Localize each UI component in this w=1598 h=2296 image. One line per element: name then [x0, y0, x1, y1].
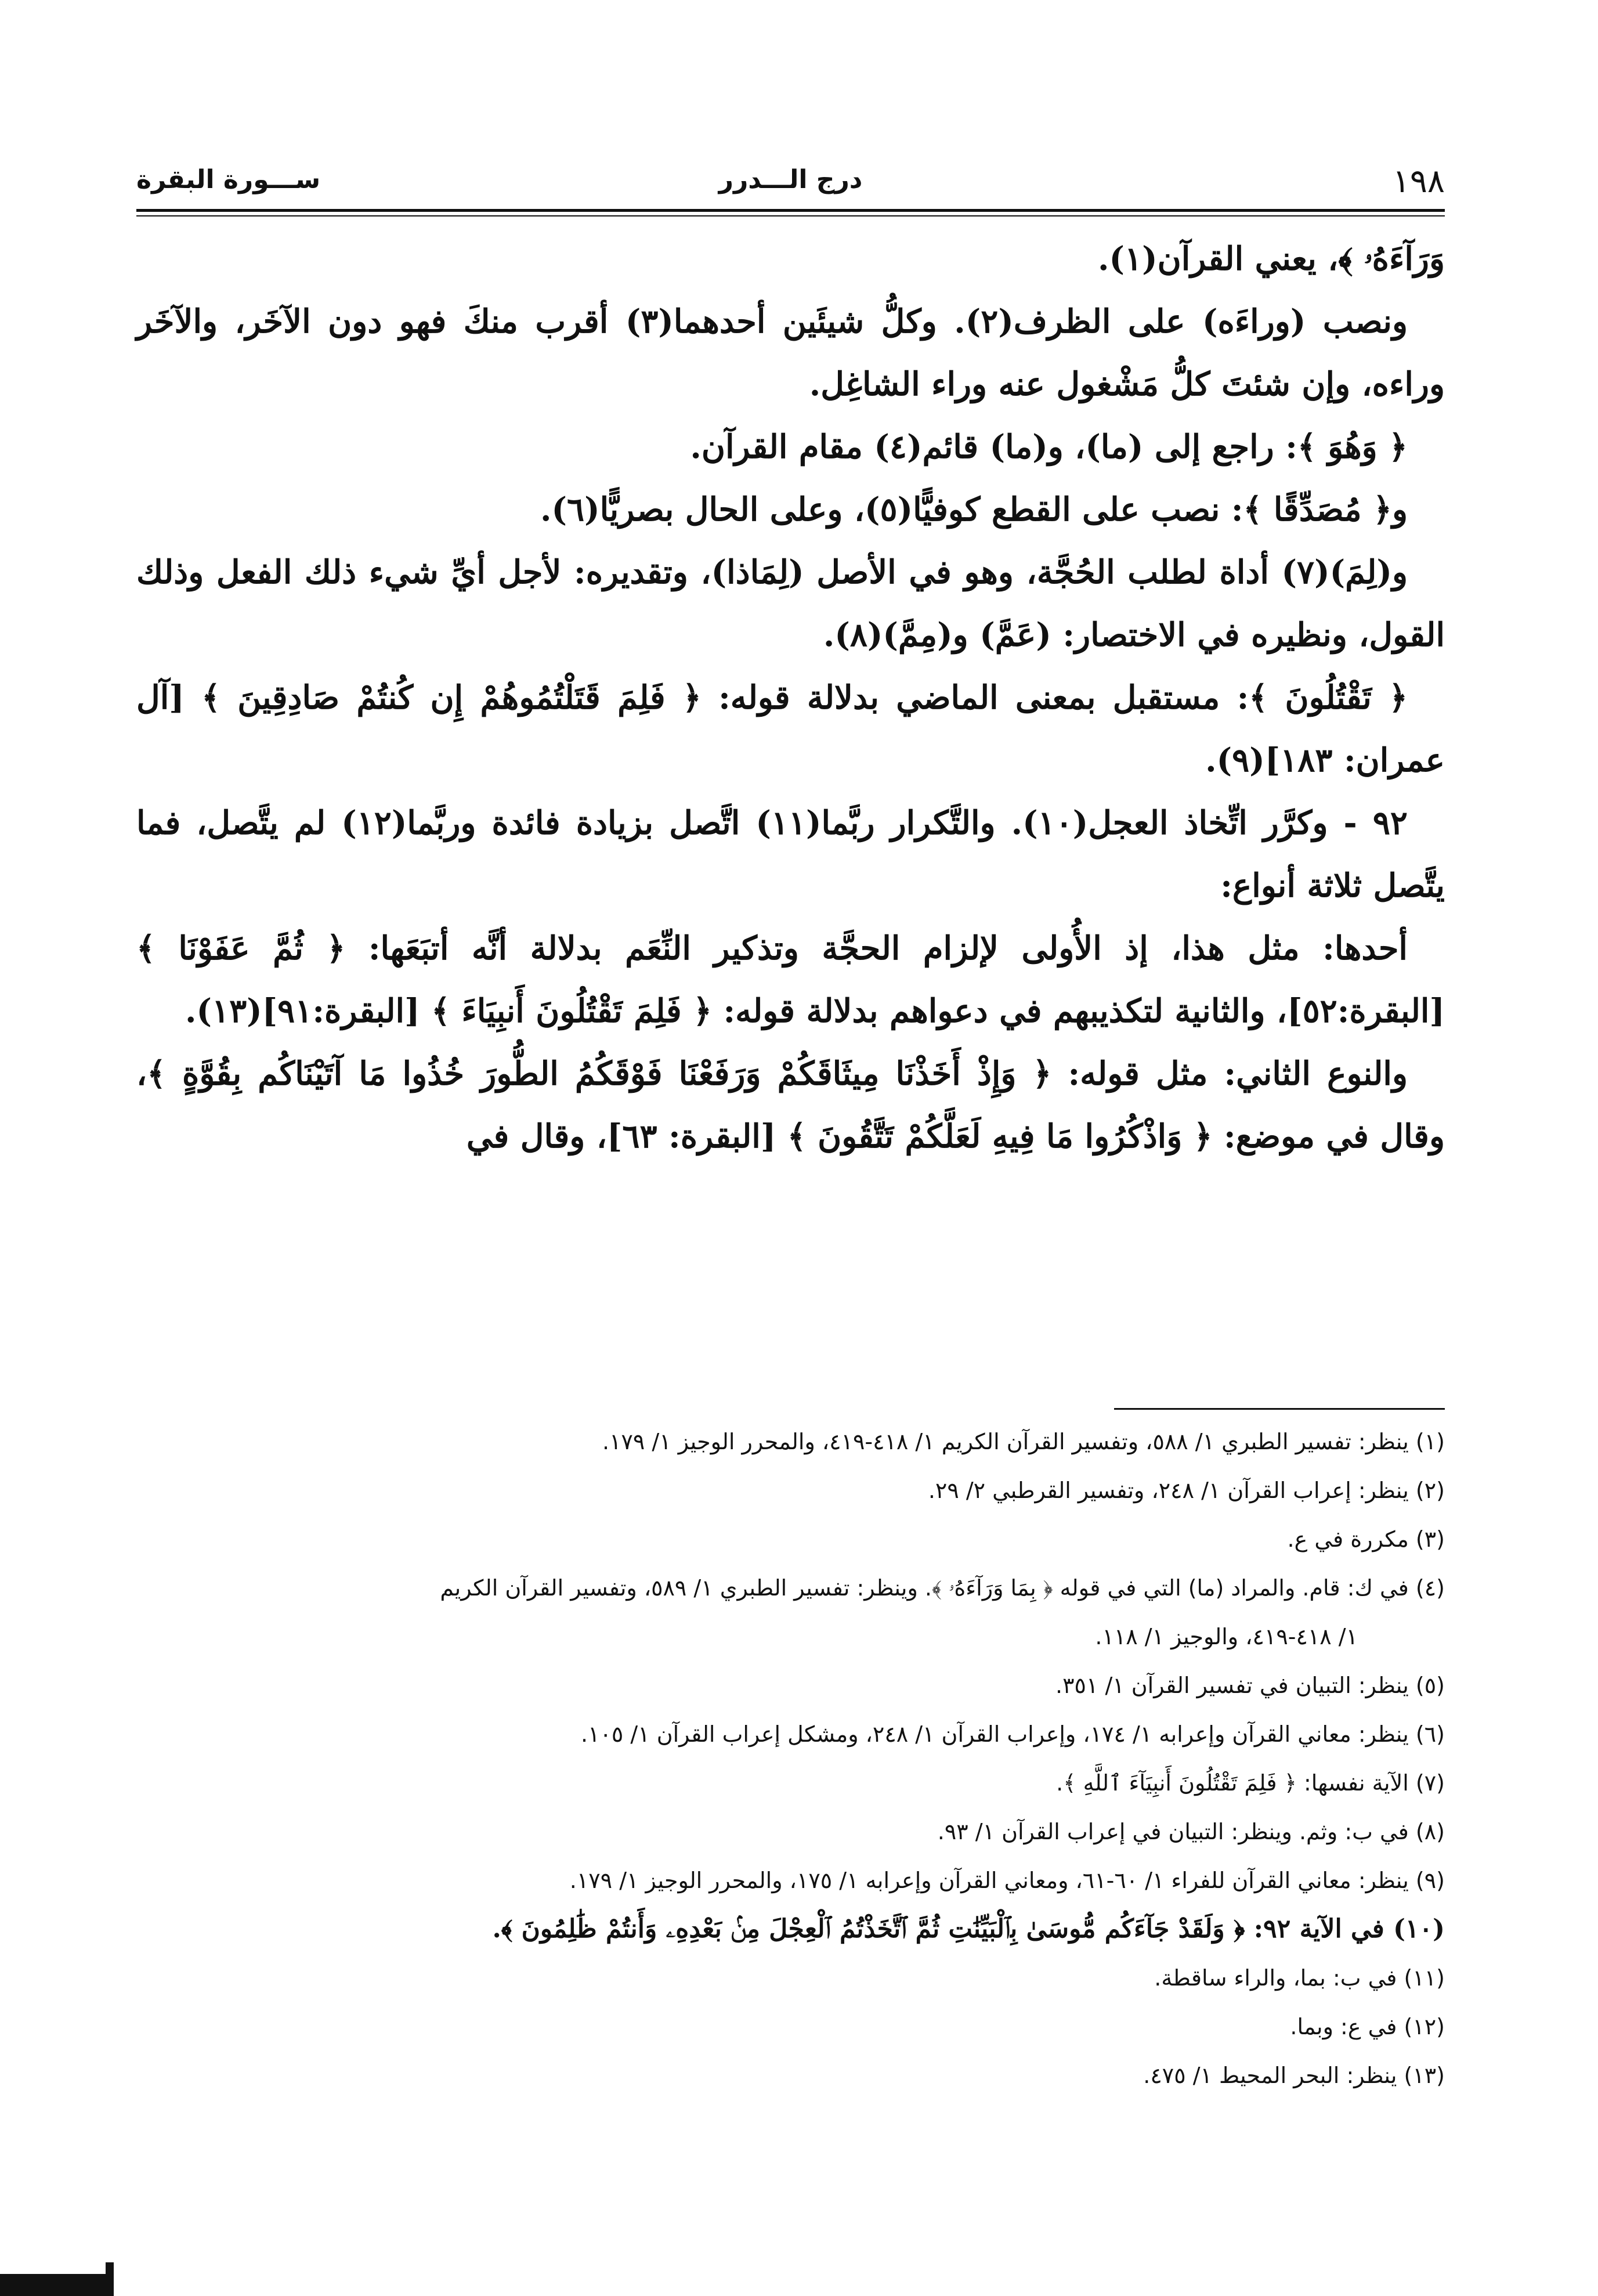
footnote: (١١) في ب: بما، والراء ساقطة. [1154, 1965, 1445, 1991]
footnote: (٢) ينظر: إعراب القرآن ١/ ٢٤٨، وتفسير القرطبي ٢/ ٢٩. [928, 1478, 1445, 1503]
header-rule [136, 209, 1445, 212]
paragraph: و﴿ مُصَدِّقًا ﴾: نصب على القطع كوفيًّا(٥)، وعلى الحال بصريًّا(٦). [540, 490, 1408, 529]
scan-edge-mark [0, 2274, 110, 2296]
paragraph: ﴿ تَقْتُلُونَ ﴾: مستقبل بمعنى الماضي بدلالة قوله: ﴿ فَلِمَ قَتَلْتُمُوهُمْ إِن كُنتُمْ صَادِقِينَ ﴾ [آل عمران: ١٨٣](٩). [136, 678, 1445, 779]
main-text [136, 228, 1445, 1168]
footnote: (١٢) في ع: وبما. [1290, 2014, 1445, 2039]
paragraph: ونصب (وراءَه) على الظرف(٢). وكلُّ شيئَين أحدهما(٣) أقرب منكَ فهو دون الآخَر، والآخَر وراءه، وإن شئتَ كلُّ مَشْغول عنه وراء الشاغِل. [136, 302, 1445, 403]
footnote-continuation: ١/ ٤١٨-٤١٩، والوجيز ١/ ١١٨. [1095, 1624, 1358, 1649]
paragraph: و(لِمَ)(٧) أداة لطلب الحُجَّة، وهو في الأصل (لِمَاذا)، وتقديره: لأجل أيِّ شيء ذلك الفعل وذلك القول، ونظيره في الاختصار: (عَمَّ) و(مِمَّ)(٨). [136, 553, 1445, 654]
footnote: (٣) مكررة في ع. [1287, 1526, 1445, 1552]
footnote: (١) ينظر: تفسير الطبري ١/ ٥٨٨، وتفسير القرآن الكريم ١/ ٤١٨-٤١٩، والمحرر الوجيز ١/ ١٧٩. [602, 1429, 1445, 1454]
surah-title: ســـورة البقرة [136, 165, 321, 194]
footnote-separator [1114, 1408, 1445, 1410]
footnote: (٧) الآية نفسها: ﴿ فَلِمَ تَقْتُلُونَ أَنبِيَآءَ ٱللَّهِ ﴾. [1056, 1770, 1445, 1796]
paragraph: ﴿ وَهُوَ ﴾: راجع إلى (ما)، و(ما) قائم(٤) مقام القرآن. [690, 428, 1408, 466]
footnotes [136, 1417, 1445, 2100]
footnote: (٦) ينظر: معاني القرآن وإعرابه ١/ ١٧٤، وإعراب القرآن ١/ ٢٤٨، ومشكل إعراب القرآن ١/ ١٠٥. [580, 1721, 1445, 1747]
footnote: (١٠) في الآية ٩٢: ﴿ وَلَقَدْ جَآءَكُم مُّوسَىٰ بِٱلْبَيِّنَٰتِ ثُمَّ ٱتَّخَذْتُمُ ٱلْعِجْلَ مِنۢ بَعْدِهِۦ وَأَنتُمْ ظَٰلِمُونَ ﴾. [492, 1914, 1445, 1944]
paragraph: والنوع الثاني: مثل قوله: ﴿ وَإِذْ أَخَذْنَا مِيثَاقَكُمْ وَرَفَعْنَا فَوْقَكُمُ الطُّورَ خُذُوا مَا آتَيْنَاكُم بِقُوَّةٍ ﴾، وقال في موضع: ﴿ وَاذْكُرُوا مَا فِيهِ لَعَلَّكُمْ تَتَّقُونَ ﴾ [البقرة: ٦٣]، وقال في [136, 1055, 1445, 1156]
footnote: (٥) ينظر: التبيان في تفسير القرآن ١/ ٣٥١. [1055, 1673, 1445, 1698]
scan-edge-tick [106, 2262, 114, 2296]
paragraph: ٩٢ - وكرَّر اتِّخاذ العجل(١٠). والتَّكرار ربَّما(١١) اتَّصل بزيادة فائدة وربَّما(١٢) لم يتَّصل، فما يتَّصل ثلاثة أنواع: [136, 804, 1445, 905]
running-header [136, 157, 1445, 200]
book-title: درج الـــدرر [718, 165, 863, 194]
header-rule-thin [136, 215, 1445, 216]
footnote: (٨) في ب: وثم. وينظر: التبيان في إعراب القرآن ١/ ٩٣. [937, 1819, 1445, 1844]
footnote: (٩) ينظر: معاني القرآن للفراء ١/ ٦٠-٦١، ومعاني القرآن وإعرابه ١/ ١٧٥، والمحرر الوجيز ١/ ١٧٩. [569, 1868, 1445, 1893]
paragraph: وَرَآءَهُۥ ﴾، يعني القرآن(١). [1098, 240, 1445, 278]
footnote: (١٣) ينظر: البحر المحيط ١/ ٤٧٥. [1143, 2063, 1445, 2088]
page-number: ١٩٨ [1392, 163, 1445, 200]
footnote: (٤) في ك: قام. والمراد (ما) التي في قوله ﴿ بِمَا وَرَآءَهُۥ ﴾. وينظر: تفسير الطبري ١/ ٥٨٩، وتفسير القرآن الكريم [440, 1575, 1445, 1601]
paragraph: أحدها: مثل هذا، إذ الأُولى لإلزام الحجَّة وتذكير النِّعَم بدلالة أنَّه أتبَعَها: ﴿ ثُمَّ عَفَوْنَا ﴾ [البقرة:٥٢]، والثانية لتكذيبهم في دعواهم بدلالة قوله: ﴿ فَلِمَ تَقْتُلُونَ أَنبِيَاءَ ﴾ [البقرة:٩١](١٣). [136, 929, 1445, 1030]
